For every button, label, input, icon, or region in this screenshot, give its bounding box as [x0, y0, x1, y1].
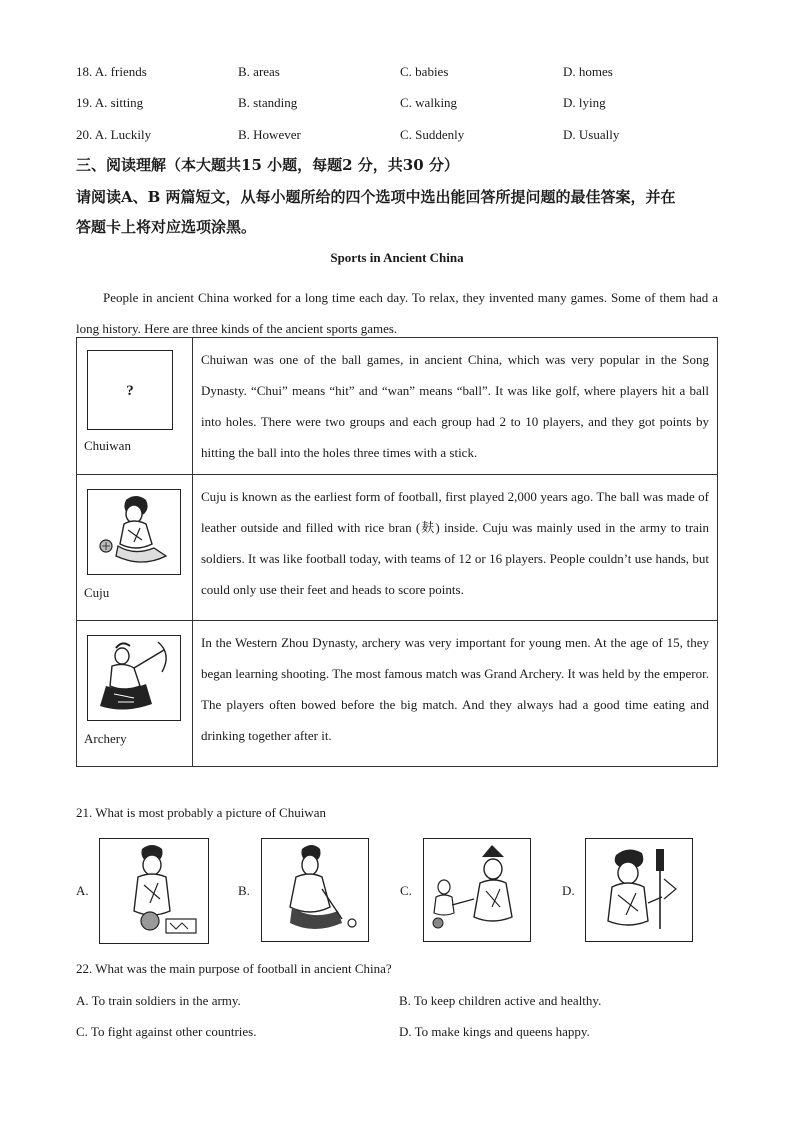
- chuiwan-picture-cell: [77, 338, 193, 475]
- chuiwan-placeholder-picture: [87, 350, 173, 430]
- answer-21-d-letter: D.: [562, 883, 575, 898]
- cuju-picture-cell: [77, 475, 193, 621]
- option-row-19: [76, 95, 736, 115]
- cuju-illustration: [87, 489, 181, 575]
- cuju-description: Cuju is known as the earliest form of football, first played 2,000 years ago. The ball was made of leather outside and filled with rice bran (麸) inside. Cuju was mainly used in the army to train soldiers. It was like football today, with teams of 12 or 16 players. People couldn’t use hands, but could only use their feet and heads to score points.: [193, 475, 718, 621]
- answer-21-c-picture: [423, 838, 531, 942]
- question-22-option-b: B. To keep children active and healthy.: [399, 993, 602, 1008]
- table-row-archery: [77, 621, 718, 767]
- table-row-cuju: [77, 475, 718, 621]
- option-18-c: C. babies: [400, 64, 449, 79]
- option-19-b: B. standing: [238, 95, 298, 110]
- answer-21-c-letter: C.: [400, 883, 412, 898]
- instruction-line-1: 请阅读A、B 两篇短文，从每小题所给的四个选项中选出能回答所提问题的最佳答案，并在: [76, 188, 676, 206]
- option-20-a: 20. A. Luckily: [76, 127, 152, 142]
- answer-21-a-picture: [99, 838, 209, 944]
- question-22-option-d: D. To make kings and queens happy.: [399, 1024, 590, 1039]
- option-row-20: [76, 127, 736, 147]
- answer-21-d-picture: [585, 838, 693, 942]
- archery-illustration: [87, 635, 181, 721]
- option-18-a: 18. A. friends: [76, 64, 147, 79]
- cuju-label: Cuju: [84, 585, 110, 600]
- instruction-line-2: 答题卡上将对应选项涂黑。: [76, 218, 257, 236]
- option-20-d: D. Usually: [563, 127, 620, 142]
- archery-description: In the Western Zhou Dynasty, archery was very important for young men. At the age of 15, they began learning shooting. The most famous match was Grand Archery. It was held by the emperor. The players often bowed before the big match. And they always had a good time eating and drinking together after it.: [193, 621, 718, 767]
- archery-label: Archery: [84, 731, 127, 746]
- question-22-option-c: C. To fight against other countries.: [76, 1024, 257, 1039]
- answer-21-b-picture: [261, 838, 369, 942]
- question-21-stem: 21. What is most probably a picture of Chuiwan: [76, 805, 326, 820]
- section-heading: 三、阅读理解（本大题共15 小题，每题2 分，共30 分）: [76, 156, 459, 174]
- option-20-b: B. However: [238, 127, 301, 142]
- sports-table: [76, 337, 718, 767]
- option-19-c: C. walking: [400, 95, 458, 110]
- option-19-d: D. lying: [563, 95, 606, 110]
- option-18-d: D. homes: [563, 64, 613, 79]
- option-18-b: B. areas: [238, 64, 280, 79]
- option-19-a: 19. A. sitting: [76, 95, 144, 110]
- chuiwan-label: Chuiwan: [84, 438, 131, 453]
- table-row-chuiwan: [77, 338, 718, 475]
- chuiwan-description: Chuiwan was one of the ball games, in ancient China, which was very popular in the Song Dynasty. “Chui” means “hit” and “wan” means “ball”. It was like golf, where players hit a ball into holes. There were two groups and each group had 2 to 10 players, and they got points by hitting the ball into the holes three times with a stick.: [193, 338, 718, 475]
- answer-21-b-letter: B.: [238, 883, 250, 898]
- question-mark: ?: [126, 383, 134, 399]
- option-20-c: C. Suddenly: [400, 127, 465, 142]
- question-22-stem: 22. What was the main purpose of football in ancient China?: [76, 961, 392, 976]
- passage-intro: People in ancient China worked for a long time each day. To relax, they invented many games. Some of them had a long history. Here are three kinds of the ancient sports games.: [76, 290, 718, 336]
- answer-21-a-letter: A.: [76, 883, 89, 898]
- question-22-option-a: A. To train soldiers in the army.: [76, 993, 241, 1008]
- archery-picture-cell: [77, 621, 193, 767]
- option-row-18: [76, 64, 736, 84]
- passage-title: Sports in Ancient China: [330, 250, 464, 265]
